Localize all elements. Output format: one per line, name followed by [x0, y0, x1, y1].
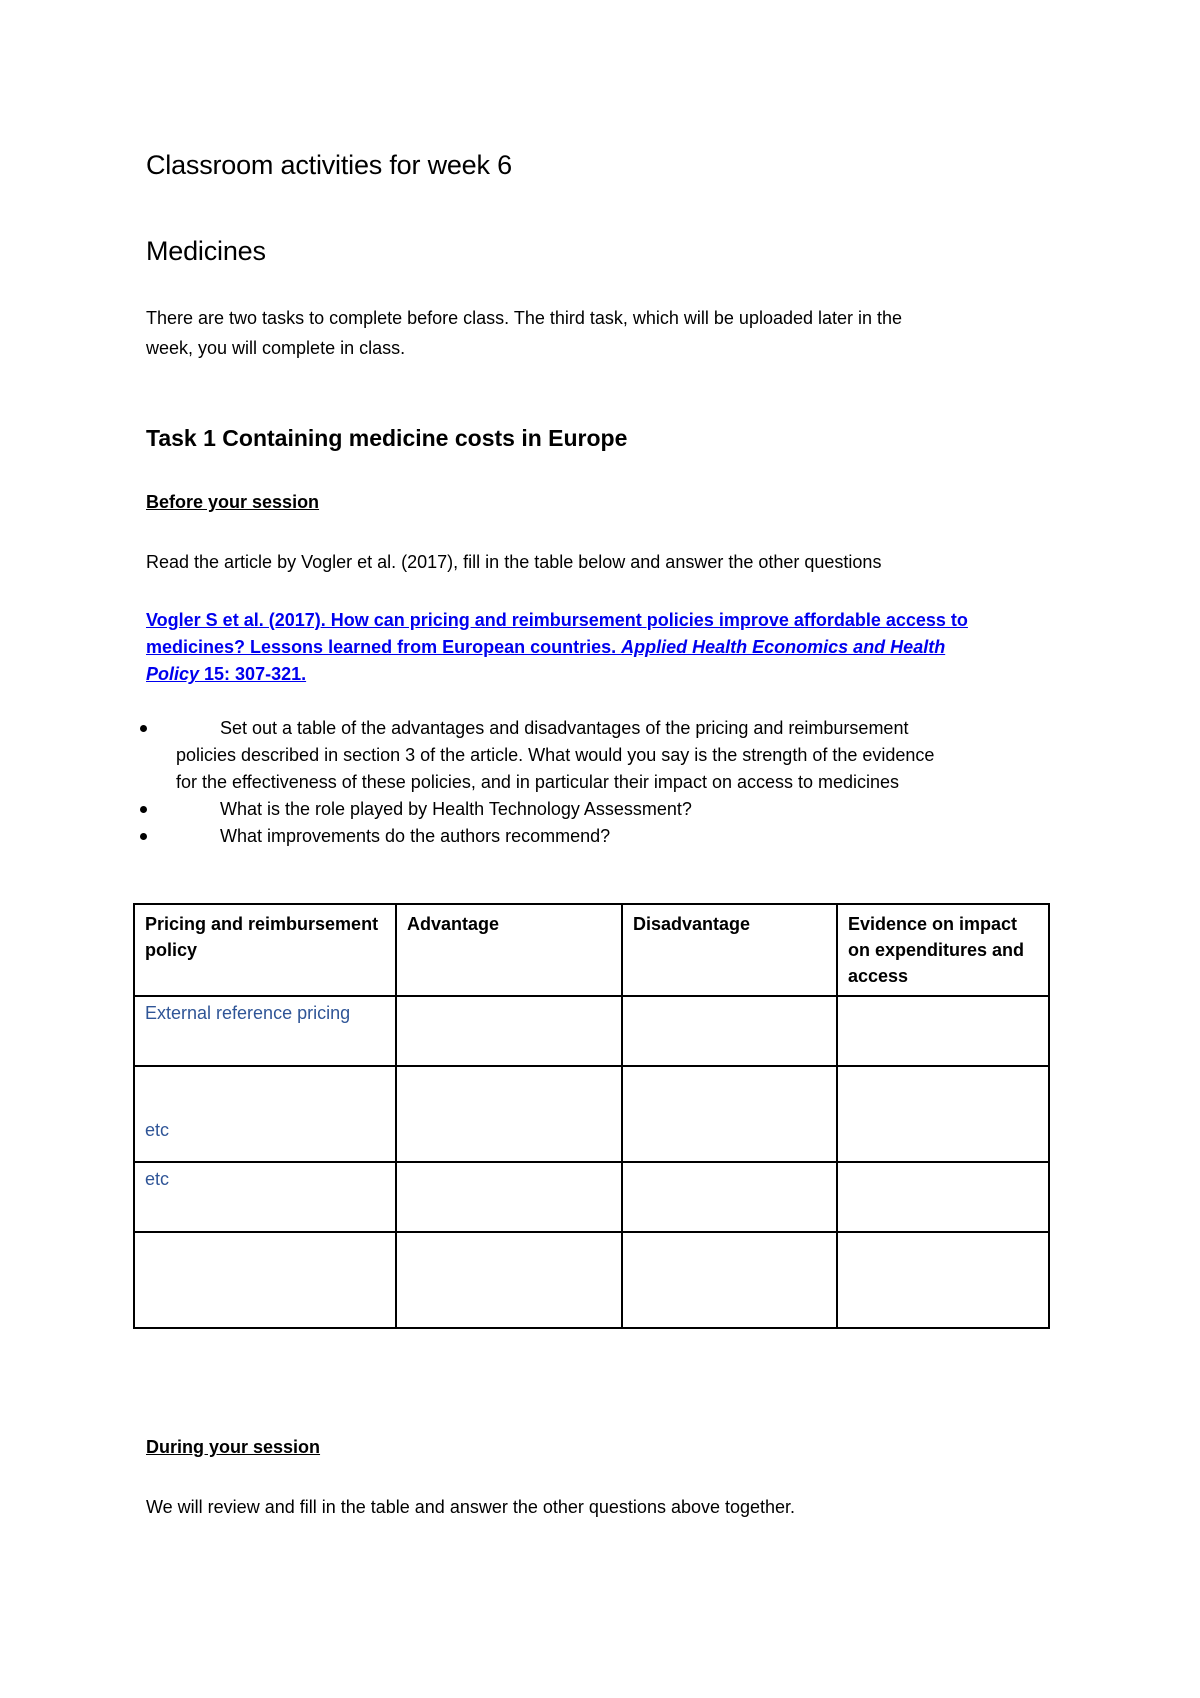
policy-table [133, 903, 1050, 1329]
advantage-cell[interactable] [396, 1232, 622, 1328]
task1-instruction: Read the article by Vogler et al. (2017), fill in the table below and answer the other questions [146, 552, 882, 572]
advantage-cell[interactable] [396, 996, 622, 1066]
table-row [134, 1232, 1049, 1328]
evidence-cell[interactable] [837, 1162, 1049, 1232]
header-evidence: Evidence on impact on expenditures and access [837, 904, 1049, 996]
reference-link-line-1[interactable] [146, 607, 968, 634]
evidence-cell[interactable] [837, 996, 1049, 1066]
disadvantage-cell[interactable] [622, 996, 837, 1066]
table-row [134, 1162, 1049, 1232]
table-row [134, 1066, 1049, 1162]
question-list [140, 715, 1060, 850]
before-session-heading: Before your session [146, 492, 320, 512]
disadvantage-cell[interactable] [622, 1162, 837, 1232]
page-title: Classroom activities for week 6 [146, 150, 512, 180]
section-title: Medicines [146, 236, 266, 266]
question-item [140, 823, 1060, 850]
question-item [140, 715, 1060, 796]
reference-text-3[interactable]: 15: 307-321. [199, 664, 307, 684]
policy-cell[interactable]: etc [134, 1066, 396, 1162]
evidence-cell[interactable] [837, 1066, 1049, 1162]
question-2: What is the role played by Health Technology Assessment? [220, 799, 692, 819]
reference-text-1[interactable]: Vogler S et al. (2017). How can pricing and reimbursement policies improve affordable access to [146, 610, 968, 630]
evidence-cell[interactable] [837, 1232, 1049, 1328]
question-item [140, 796, 1060, 823]
reference-text-2[interactable]: medicines? Lessons learned from European countries. [146, 637, 622, 657]
reference-journal-2[interactable]: Policy [146, 664, 200, 684]
policy-cell[interactable]: etc [134, 1162, 396, 1232]
header-advantage: Advantage [396, 904, 622, 996]
question-1-line-1: Set out a table of the advantages and disadvantages of the pricing and reimbursement [220, 718, 909, 738]
disadvantage-cell[interactable] [622, 1066, 837, 1162]
table-row [134, 996, 1049, 1066]
bullet-icon [140, 833, 147, 840]
question-1-line-3: for the effectiveness of these policies, and in particular their impact on access to medicines [176, 772, 900, 792]
header-policy: Pricing and reimbursement policy [134, 904, 396, 996]
policy-cell[interactable] [134, 1232, 396, 1328]
intro-paragraph-line-2: week, you will complete in class. [146, 338, 406, 358]
disadvantage-cell[interactable] [622, 1232, 837, 1328]
during-session-text: We will review and fill in the table and answer the other questions above together. [146, 1497, 796, 1517]
policy-cell[interactable]: External reference pricing [134, 996, 396, 1066]
advantage-cell[interactable] [396, 1162, 622, 1232]
header-disadvantage: Disadvantage [622, 904, 837, 996]
question-1-line-2: policies described in section 3 of the article. What would you say is the strength of the evidence [176, 745, 935, 765]
reference-journal-1[interactable]: Applied Health Economics and Health [621, 637, 946, 657]
reference-link-line-2[interactable] [146, 634, 945, 661]
reference-link-line-3[interactable] [146, 661, 306, 688]
advantage-cell[interactable] [396, 1066, 622, 1162]
table-header-row [134, 904, 1049, 996]
intro-paragraph-line-1: There are two tasks to complete before class. The third task, which will be uploaded later in the [146, 308, 903, 328]
bullet-icon [140, 806, 147, 813]
task1-heading: Task 1 Containing medicine costs in Europe [146, 425, 628, 451]
during-session-heading: During your session [146, 1437, 321, 1457]
bullet-icon [140, 725, 147, 732]
question-3: What improvements do the authors recommend? [220, 826, 611, 846]
